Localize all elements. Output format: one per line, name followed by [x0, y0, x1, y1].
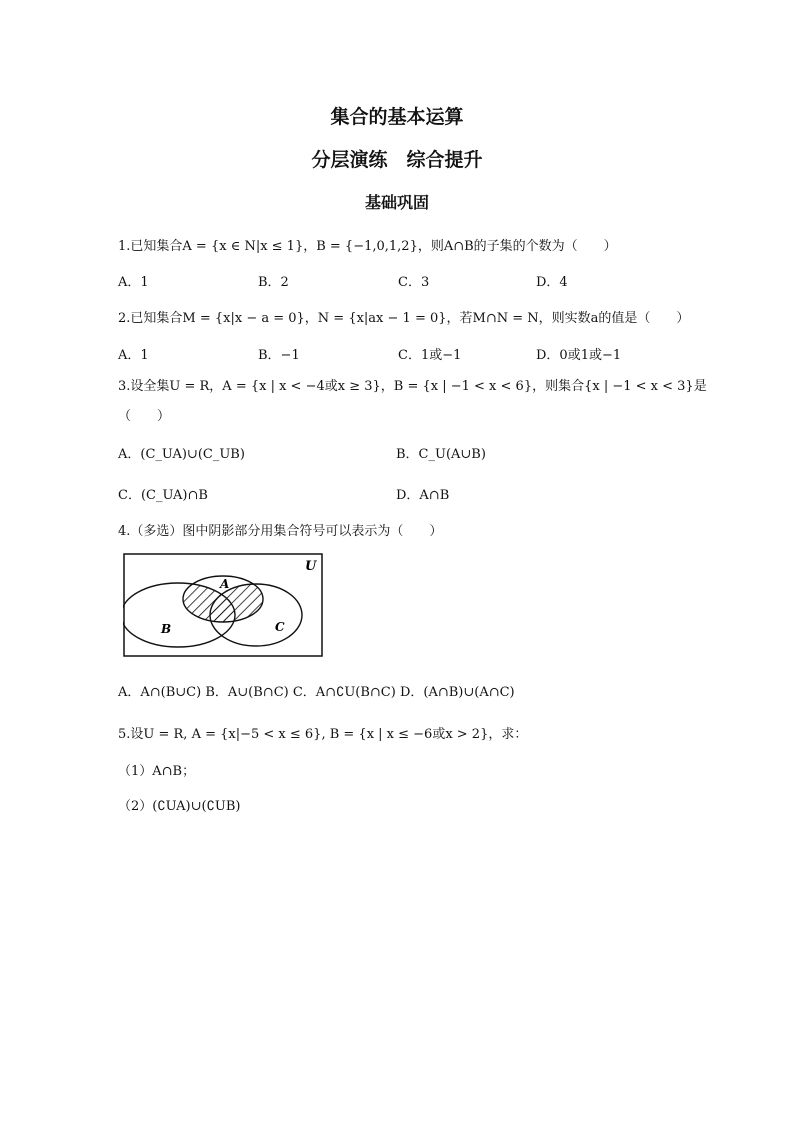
question-5-part-2: （2）(∁UA)∪(∁UB) — [118, 799, 241, 814]
question-3-stem: 3.设全集U = R，A = {x | x < −4或x ≥ 3}，B = {x | −1 < x < 6}，则集合{x | −1 < x < 3}是 — [118, 379, 707, 394]
question-2-option-d: D．0或1或−1 — [536, 348, 622, 363]
worksheet-subtitle: 分层演练 综合提升 — [311, 149, 483, 171]
question-1-stem: 1.已知集合A = {x ∈ N|x ≤ 1}，B = {−1,0,1,2}，则A∩B的子集的个数为（ ） — [118, 239, 617, 254]
question-3-option-d: D．A∩B — [396, 488, 450, 503]
question-1-option-b: B．2 — [258, 275, 289, 290]
question-1-option-a: A．1 — [118, 275, 149, 290]
question-2-option-c: C．1或−1 — [398, 348, 462, 363]
question-1-option-c: C．3 — [398, 275, 430, 290]
question-3-option-c: C．(C_UA)∩B — [118, 488, 208, 503]
venn-label-b: B — [161, 622, 172, 636]
question-5-part-1: （1）A∩B； — [118, 764, 196, 779]
question-4-options: A．A∩(B∪C) B．A∪(B∩C) C．A∩∁U(B∩C) D．(A∩B)∪(A∩C) — [118, 685, 515, 700]
question-3-option-b: B．C_U(A∪B) — [396, 447, 486, 462]
worksheet-title: 集合的基本运算 — [330, 106, 464, 128]
question-2-stem: 2.已知集合M = {x|x − a = 0}，N = {x|ax − 1 = 0}，若M∩N = N，则实数a的值是（ ） — [118, 311, 690, 326]
venn-diagram — [123, 553, 323, 657]
question-5-stem: 5.设U = R, A = {x|−5 < x ≤ 6}, B = {x | x ≤ −6或x > 2}，求： — [118, 727, 528, 742]
question-4-stem: 4.（多选）图中阴影部分用集合符号可以表示为（ ） — [118, 524, 443, 539]
section-heading: 基础巩固 — [364, 193, 429, 212]
question-1-option-d: D．4 — [536, 275, 568, 290]
question-2-option-a: A．1 — [118, 348, 149, 363]
question-3-paren: （ ） — [118, 409, 171, 424]
venn-label-a: A — [220, 577, 230, 591]
venn-label-u: U — [305, 559, 317, 574]
question-3-option-a: A．(C_UA)∪(C_UB) — [118, 447, 245, 462]
question-2-option-b: B．−1 — [258, 348, 300, 363]
venn-label-c: C — [275, 620, 285, 634]
